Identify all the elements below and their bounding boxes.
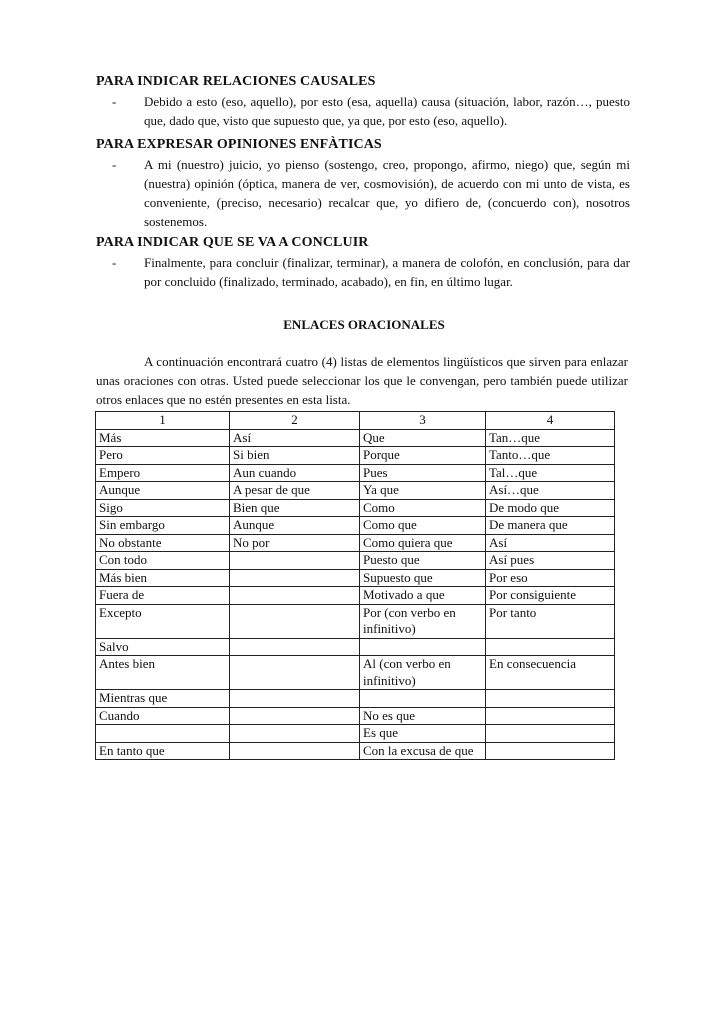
table-cell: Pues — [360, 464, 486, 482]
table-row — [96, 604, 615, 638]
table-cell: Por (con verbo en infinitivo) — [360, 604, 486, 638]
table-cell: Aun cuando — [230, 464, 360, 482]
table-cell: Sigo — [96, 499, 230, 517]
table-row — [96, 552, 615, 570]
bullet-dash: - — [112, 157, 117, 172]
table-cell: Así — [486, 534, 615, 552]
table-cell — [486, 690, 615, 708]
table-cell — [230, 587, 360, 605]
table-cell: Así pues — [486, 552, 615, 570]
section-heading-concluir: PARA INDICAR QUE SE VA A CONCLUIR — [96, 235, 369, 250]
table-cell — [230, 638, 360, 656]
table-header-row — [96, 412, 615, 430]
table-cell — [486, 742, 615, 760]
column-header: 4 — [486, 412, 615, 430]
table-cell: Aunque — [96, 482, 230, 500]
section-text-opiniones: A mi (nuestro) juicio, yo pienso (sostengo, creo, propongo, afirmo, niego) que, según mi (nuestra) opinión (óptica, manera de ver, cosmovisión), de acuerdo con mi unto de vista, es conveniente, (preciso, necesario) recalcar que, yo difiero de, (concuerdo con), nosotros sostenemos. — [144, 157, 630, 229]
table-cell: Pero — [96, 447, 230, 465]
table-row — [96, 742, 615, 760]
table-cell — [230, 552, 360, 570]
intro-paragraph — [96, 352, 628, 409]
table-cell — [230, 569, 360, 587]
table-cell — [360, 690, 486, 708]
table-cell: Fuera de — [96, 587, 230, 605]
table-cell — [486, 725, 615, 743]
table-cell: Como que — [360, 517, 486, 535]
table-cell — [230, 742, 360, 760]
table-cell: Puesto que — [360, 552, 486, 570]
table-row — [96, 464, 615, 482]
section-heading-causales: PARA INDICAR RELACIONES CAUSALES — [96, 74, 376, 89]
table-row — [96, 534, 615, 552]
section-text-causales: Debido a esto (eso, aquello), por esto (esa, aquella) causa (situación, labor, razón…, puesto que, dado que, visto que supuesto que, ya que, por esto (eso, aquello). — [144, 94, 630, 128]
table-cell: Por tanto — [486, 604, 615, 638]
table-cell: Al (con verbo en infinitivo) — [360, 656, 486, 690]
table-row — [96, 725, 615, 743]
table-cell: No por — [230, 534, 360, 552]
table-cell: Aunque — [230, 517, 360, 535]
table-cell: Tanto…que — [486, 447, 615, 465]
section-item-causales — [112, 92, 630, 130]
table-row — [96, 429, 615, 447]
table-cell: Tal…que — [486, 464, 615, 482]
table-cell: De manera que — [486, 517, 615, 535]
table-row — [96, 587, 615, 605]
table-cell: Empero — [96, 464, 230, 482]
table-cell: Salvo — [96, 638, 230, 656]
links-table — [95, 411, 615, 760]
table-cell — [230, 604, 360, 638]
table-cell: No obstante — [96, 534, 230, 552]
table-cell: Antes bien — [96, 656, 230, 690]
page-title: ENLACES ORACIONALES — [283, 317, 445, 332]
table-cell — [360, 638, 486, 656]
table-cell — [230, 707, 360, 725]
intro-text: A continuación encontrará cuatro (4) listas de elementos lingüísticos que sirven para enlazar unas oraciones con otras. Usted puede seleccionar los que le convengan, pero también puede utilizar otros enlaces que no estén presentes en esta lista. — [96, 354, 628, 407]
table-cell — [230, 725, 360, 743]
table-cell — [230, 690, 360, 708]
table-row — [96, 690, 615, 708]
table-row — [96, 517, 615, 535]
column-header: 3 — [360, 412, 486, 430]
table-cell: Por consiguiente — [486, 587, 615, 605]
column-header: 2 — [230, 412, 360, 430]
table-cell: A pesar de que — [230, 482, 360, 500]
table-row — [96, 482, 615, 500]
table-cell: Sin embargo — [96, 517, 230, 535]
table-row — [96, 656, 615, 690]
table-cell: En tanto que — [96, 742, 230, 760]
table-row — [96, 447, 615, 465]
table-cell: Si bien — [230, 447, 360, 465]
table-cell: Tan…que — [486, 429, 615, 447]
table-cell: Como quiera que — [360, 534, 486, 552]
table-row — [96, 499, 615, 517]
table-cell: Más — [96, 429, 230, 447]
table-cell — [230, 656, 360, 690]
links-table-body — [96, 412, 615, 760]
section-item-concluir — [112, 253, 630, 291]
table-cell: Así…que — [486, 482, 615, 500]
column-header: 1 — [96, 412, 230, 430]
bullet-dash: - — [112, 255, 117, 270]
table-row — [96, 707, 615, 725]
table-cell: Ya que — [360, 482, 486, 500]
table-row — [96, 638, 615, 656]
table-cell: Bien que — [230, 499, 360, 517]
table-cell: Por eso — [486, 569, 615, 587]
table-cell: No es que — [360, 707, 486, 725]
table-cell — [486, 707, 615, 725]
table-cell: De modo que — [486, 499, 615, 517]
table-cell: Con todo — [96, 552, 230, 570]
table-cell — [486, 638, 615, 656]
table-cell: Motivado a que — [360, 587, 486, 605]
table-cell: Supuesto que — [360, 569, 486, 587]
table-cell: Como — [360, 499, 486, 517]
table-cell: En consecuencia — [486, 656, 615, 690]
table-cell: Excepto — [96, 604, 230, 638]
table-cell: Con la excusa de que — [360, 742, 486, 760]
bullet-dash: - — [112, 94, 117, 109]
table-cell: Porque — [360, 447, 486, 465]
table-cell: Así — [230, 429, 360, 447]
table-cell: Mientras que — [96, 690, 230, 708]
table-cell: Cuando — [96, 707, 230, 725]
table-cell — [96, 725, 230, 743]
table-cell: Es que — [360, 725, 486, 743]
section-item-opiniones — [112, 155, 630, 231]
table-cell: Más bien — [96, 569, 230, 587]
section-heading-opiniones: PARA EXPRESAR OPINIONES ENFÀTICAS — [96, 137, 382, 152]
section-text-concluir: Finalmente, para concluir (finalizar, terminar), a manera de colofón, en conclusión, para dar por concluido (finalizado, terminado, acabado), en fin, en último lugar. — [144, 255, 630, 289]
table-row — [96, 569, 615, 587]
table-cell: Que — [360, 429, 486, 447]
